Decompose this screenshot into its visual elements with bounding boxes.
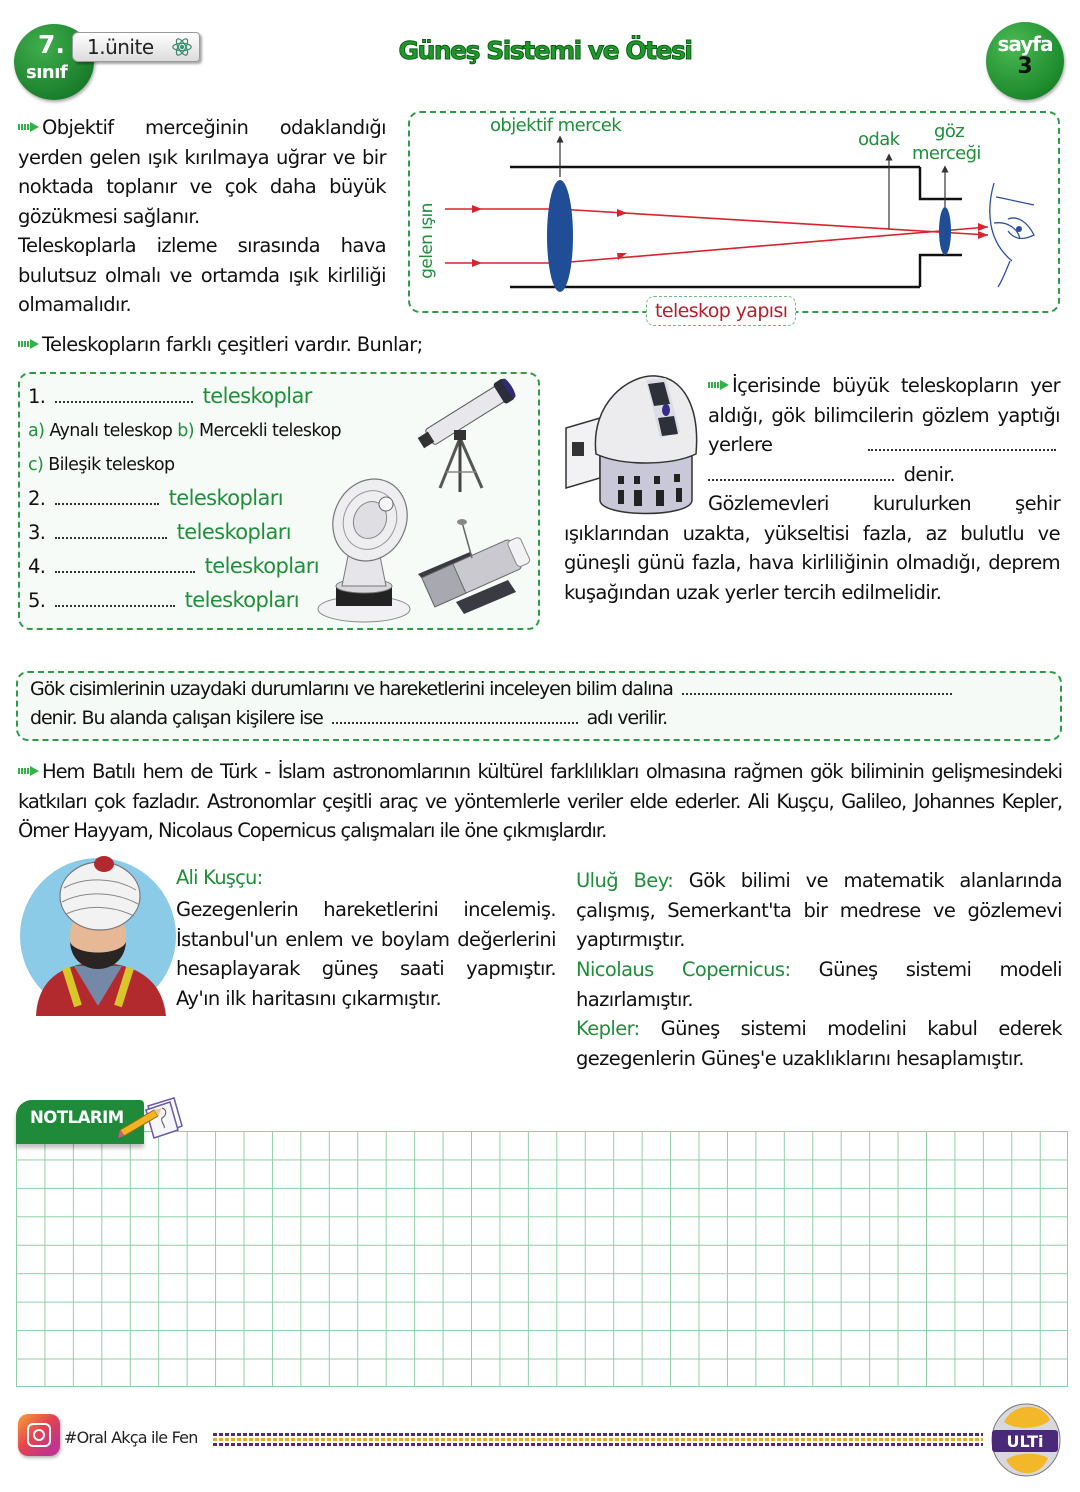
social-handle[interactable]: #Oral Akça ile Fen — [64, 1428, 198, 1447]
blank-field[interactable] — [708, 479, 894, 481]
astronomer-kepler — [576, 1014, 1062, 1073]
observatory-paragraph: Gözlemevleri kurulurken şehir ışıklarından uzakta, yükseltisi fazla, az bulutlu ve güneşli günü fazla, hava kirliliğinin olmadığı, deprem kuşağından uzak yerler tercih edilmelidir. — [564, 492, 1060, 604]
astronomer-text-ali-kuscu: Gezegenlerin hareketlerini incelemiş. İstanbul'un enlem ve boylam değerlerini hesaplayarak güneş saati yapmıştır. Ay'ın ilk haritasını çıkarmıştır. — [176, 898, 556, 1010]
fill-in-box — [16, 671, 1062, 741]
label-focus: odak — [858, 129, 900, 150]
astronomer-text: Gök bilimi ve matematik alanlarında çalışmış, Semerkant'ta bir medrese ve gözlemevi yaptırmıştır. — [576, 869, 1063, 951]
blank-field[interactable] — [682, 693, 952, 695]
notes-label: NOTLARIM — [30, 1108, 124, 1127]
arrow-bullet-icon — [18, 122, 40, 132]
diagram-caption: teleskop yapısı — [646, 296, 796, 326]
observatory-definition — [708, 371, 1060, 489]
pencil-paper-icon — [116, 1096, 184, 1144]
astronomer-ulug-bey — [576, 866, 1062, 955]
arrow-bullet-icon — [18, 766, 40, 776]
page-title: Güneş Sistemi ve Ötesi — [398, 36, 692, 65]
ali-kuscu-portrait — [16, 856, 180, 1018]
blank-field[interactable] — [868, 449, 1056, 451]
arrow-bullet-icon — [18, 339, 40, 349]
page-label: sayfa — [997, 32, 1053, 56]
grade-label: sınıf — [26, 62, 68, 83]
atom-icon — [171, 36, 193, 58]
telescope-diagram — [408, 111, 1060, 313]
observatory-text: İçerisinde büyük teleskopların yer aldığı, gök bilimcilerin gözlem yaptığı yerlere — [708, 374, 1060, 456]
astronomer-name: Uluğ Bey: — [576, 869, 674, 892]
arrow-bullet-icon — [708, 380, 730, 390]
label-incoming-ray: gelen ışın — [417, 203, 437, 279]
observatory-denir: denir. — [903, 462, 955, 486]
blank-field[interactable] — [55, 571, 195, 573]
telescope-types-box — [18, 372, 540, 630]
astronomers-intro — [18, 757, 1062, 846]
types-lead-text: Teleskopların farklı çeşitleri vardır. Bunlar; — [42, 333, 423, 356]
brand-logo — [984, 1400, 1066, 1480]
types-lead — [18, 330, 423, 360]
intro-paragraph — [18, 113, 386, 231]
type-item-2: 2. teleskopları — [28, 486, 284, 510]
space-telescope-image — [408, 512, 540, 624]
unit-label: 1.ünite — [87, 35, 154, 59]
refractor-telescope-image — [410, 376, 530, 496]
eye-icon — [990, 183, 1034, 287]
blank-field[interactable] — [55, 605, 175, 607]
astronomer-text: Güneş sistemi modeli hazırlamıştır. — [576, 958, 1062, 1011]
label-eyepiece-1: göz — [934, 121, 965, 142]
type-item-1: 1. teleskoplar — [28, 384, 312, 408]
astronomer-name-ali-kuscu: Ali Kuşçu: — [176, 866, 263, 889]
instagram-icon[interactable] — [18, 1414, 60, 1456]
intro-text-1: Objektif merceğinin odaklandığı yerden gelen ışık kırılmaya uğrar ve bir noktada toplanır ve çok daha büyük gözükmesi sağlanır. — [18, 116, 386, 228]
page-number: 3 — [1017, 54, 1033, 79]
notes-grid[interactable] — [16, 1131, 1068, 1387]
fill-line-1: Gök cisimlerinin uzaydaki durumlarını ve hareketlerini inceleyen bilim dalına — [30, 678, 956, 700]
type-item-3: 3. teleskopları — [28, 520, 292, 544]
fill-line-2: denir. Bu alanda çalışan kişilere ise adı verilir. — [30, 707, 668, 729]
astronomer-name: Nicolaus Copernicus: — [576, 958, 791, 981]
astronomer-text: Güneş sistemi modelini kabul ederek gezegenlerin Güneş'e uzaklıklarını hesaplamıştır. — [576, 1017, 1062, 1070]
label-objective-lens: objektif mercek — [490, 115, 622, 136]
astronomers-intro-text: Hem Batılı hem de Türk - İslam astronomlarının kültürel farklılıkları olmasına rağmen gök biliminin gelişmesindeki katkıları çok fazladır. Astronomlar çeşitli araç ve yöntemlerle veriler elde ederler. Ali Kuşçu, Galileo, Johannes Kepler, Ömer Hayyam, Nicolaus Copernicus çalışmaları ile öne çıkmışlardır. — [18, 760, 1062, 842]
intro-paragraph-2: Teleskoplarla izleme sırasında hava bulutsuz olmalı ve ortamda ışık kirliliği olmamalıdır. — [18, 234, 386, 316]
astronomer-name: Kepler: — [576, 1017, 640, 1040]
blank-field[interactable] — [332, 722, 578, 724]
footer-divider — [213, 1433, 983, 1447]
type-item-5: 5. teleskopları — [28, 588, 300, 612]
subtypes-row-2: c) Bileşik teleskop — [28, 455, 175, 475]
svg-text:ULTi: ULTi — [1006, 1432, 1044, 1451]
unit-tab — [72, 32, 200, 62]
blank-field[interactable] — [55, 503, 159, 505]
grade-number: 7. — [38, 30, 65, 59]
blank-field[interactable] — [55, 537, 167, 539]
label-eyepiece-2: merceği — [912, 143, 981, 164]
type-item-4: 4. teleskopları — [28, 554, 320, 578]
astronomer-copernicus — [576, 955, 1062, 1014]
blank-field[interactable] — [55, 401, 193, 403]
subtypes-row-1: a) Aynalı teleskop b) Mercekli teleskop — [28, 421, 341, 441]
page-number-badge — [986, 22, 1064, 100]
